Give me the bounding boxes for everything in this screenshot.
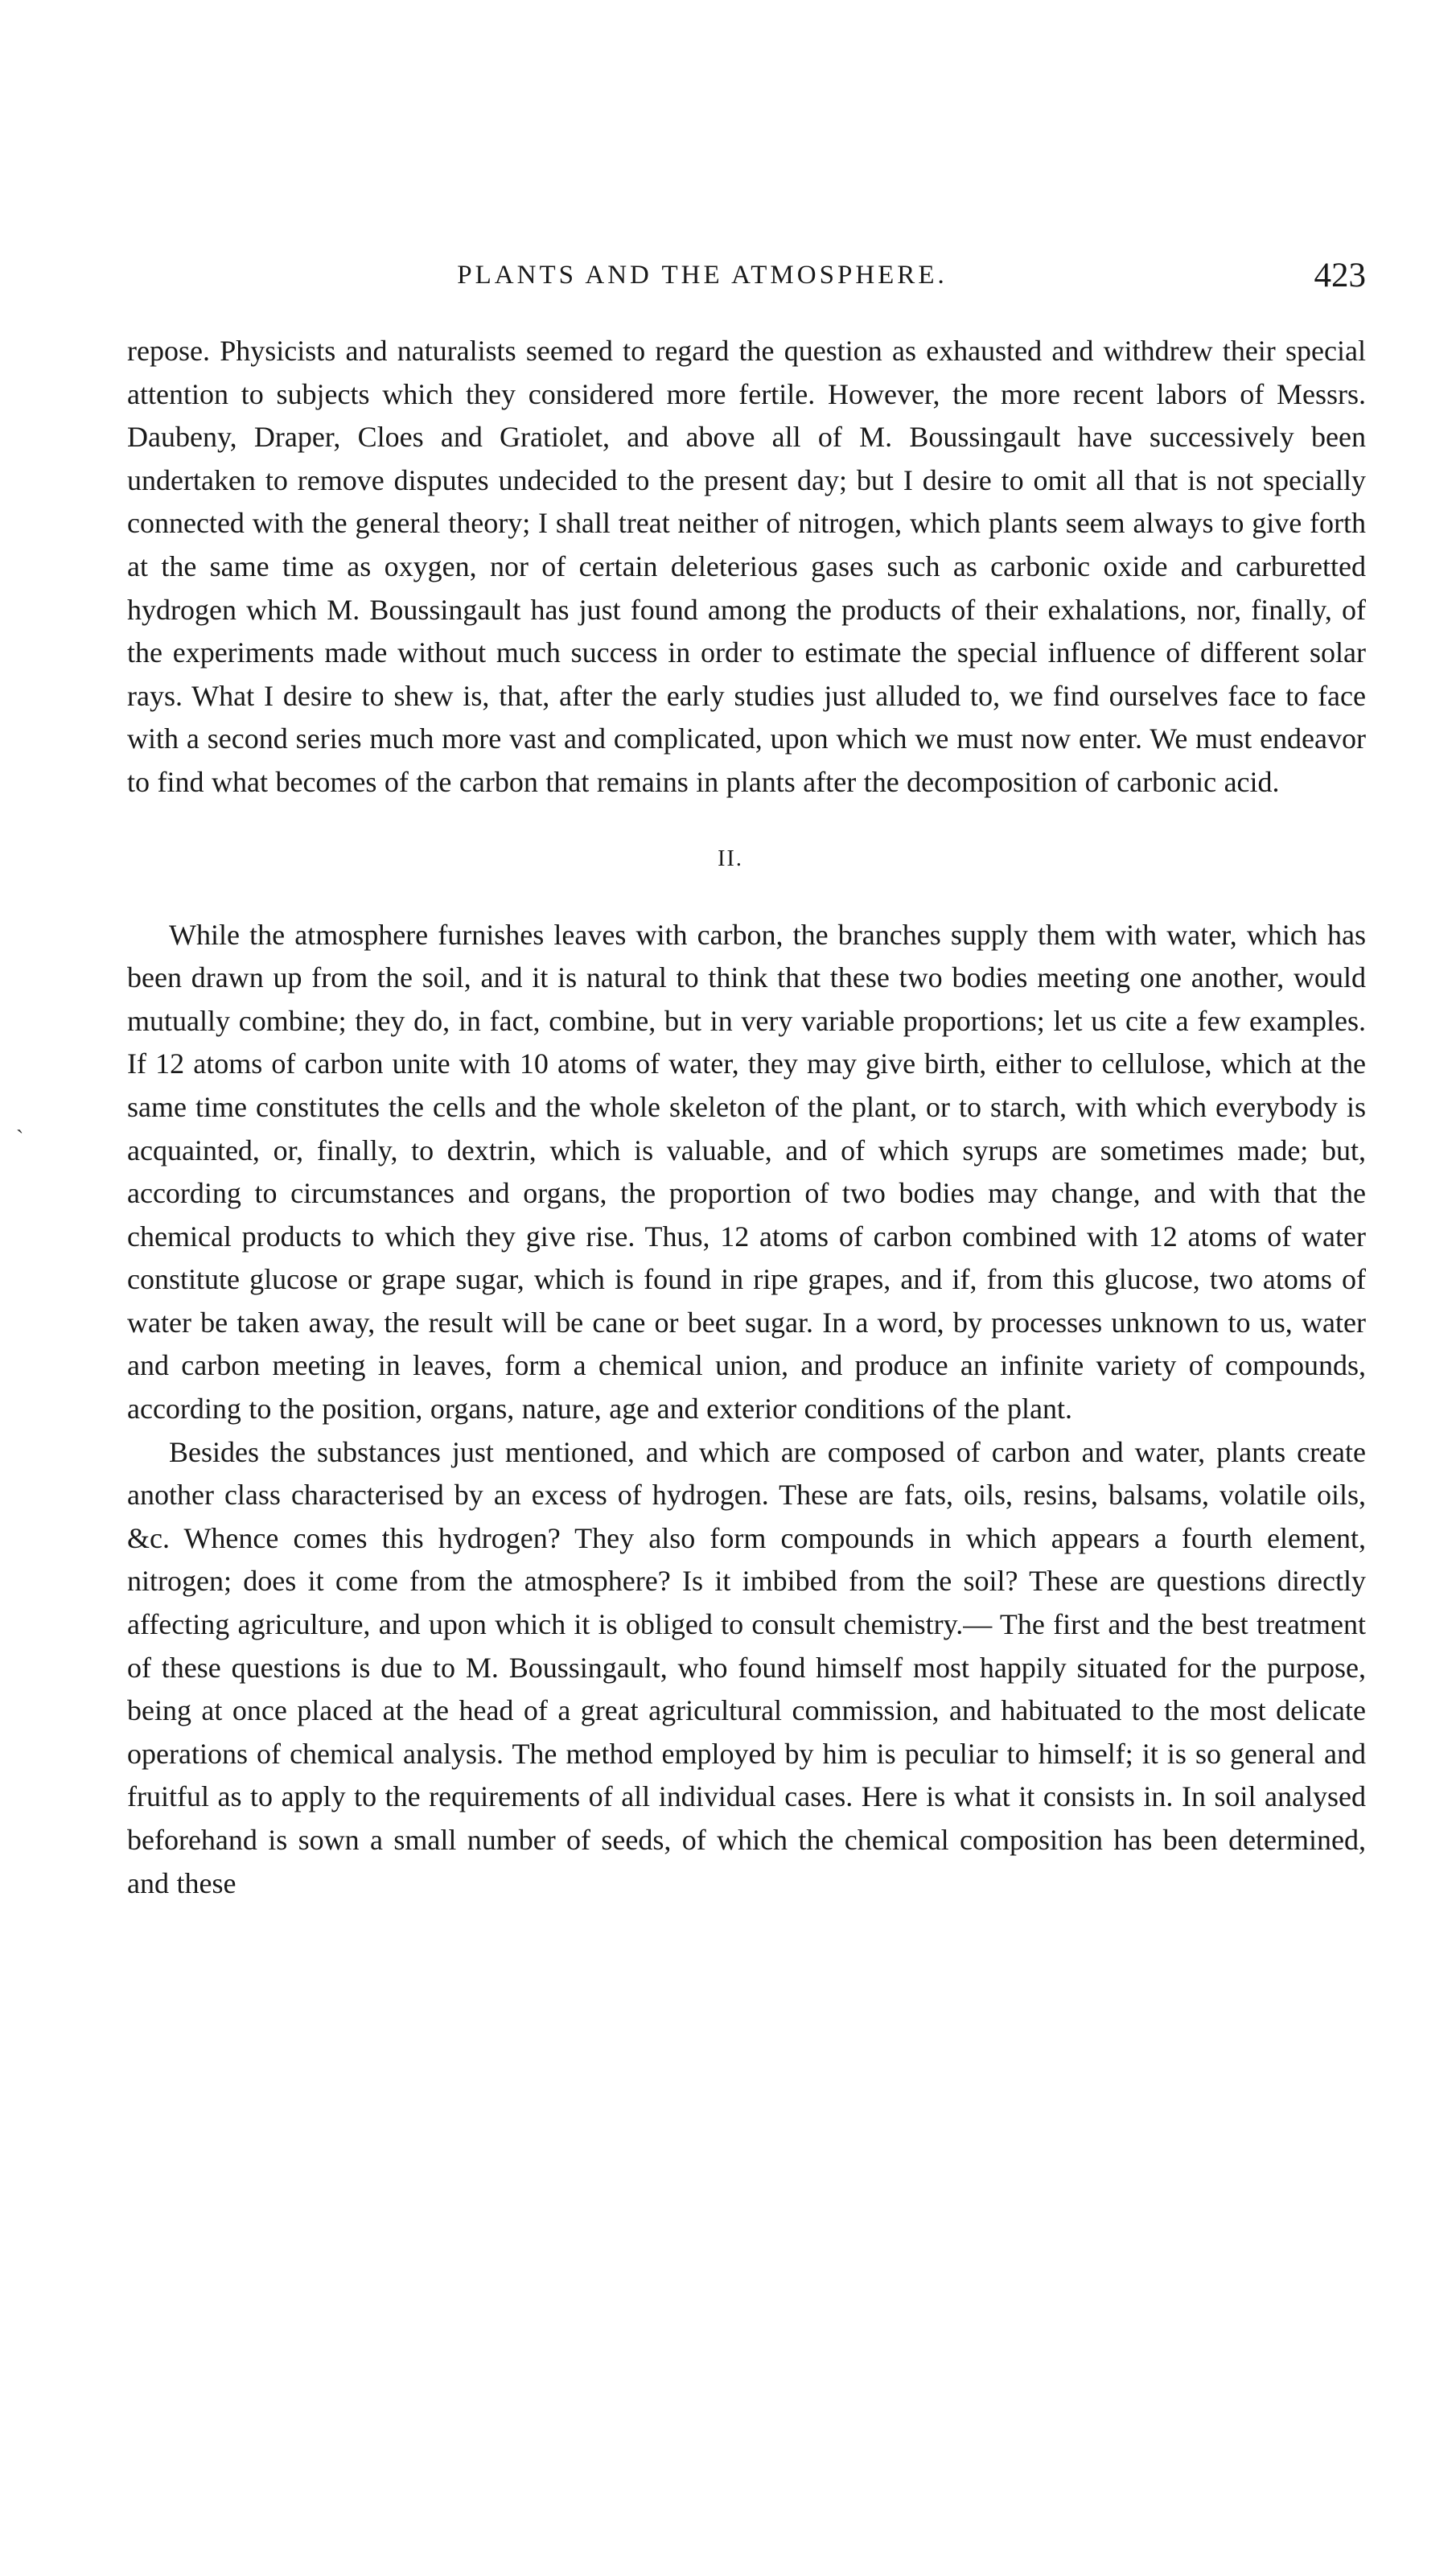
paragraph-hydrogen-nitrogen: Besides the substances just mentioned, and which are composed of carbon and water, plants create another class characterised by an excess of hydrogen. These are fats, oils, resins, balsams, volatile oils, &c. Whence comes this hydrogen? They also form compounds in which appears a fourth element, nitrogen; does it come from the atmosphere? Is it imbibed from the soil? These are questions directly affecting agriculture, and upon which it is obliged to consult chemistry.— The first and the best treatment of these questions is due to M. Boussingault, who found himself most happily situated for the purpose, being at once placed at the head of a great agricultural commission, and habituated to the most delicate operations of chemical analysis. The method employed by him is peculiar to himself; it is so general and fruitful as to apply to the requirements of all individual cases. Here is what it consists in. In soil analysed beforehand is sown a small number of seeds, of which the chemical composition has been determined, and these: [127, 1435, 1366, 1899]
body-text: [127, 330, 1366, 1905]
section-number: II.: [718, 846, 743, 871]
running-head: [127, 256, 1366, 304]
page-number: 423: [1314, 257, 1366, 294]
running-title: PLANTS AND THE ATMOSPHERE.: [457, 261, 948, 290]
margin-mark: `: [16, 1126, 24, 1151]
paragraph-water-carbon: While the atmosphere furnishes leaves with carbon, the branches supply them with water, which has been drawn up from the soil, and it is natural to think that these two bodies meeting one another, would mutually combine; they do, in fact, combine, but in very variable proportions; let us cite a few examples. If 12 atoms of carbon unite with 10 atoms of water, they may give birth, either to cellulose, which at the same time constitutes the cells and the whole skeleton of the plant, or to starch, with which everybody is acquainted, or, finally, to dextrin, which is valuable, and of which syrups are sometimes made; but, according to circumstances and organs, the proportion of two bodies may change, and with that the chemical products to which they give rise. Thus, 12 atoms of carbon combined with 12 atoms of water constitute glucose or grape sugar, which is found in ripe grapes, and if, from this glucose, two atoms of water be taken away, the result will be cane or beet sugar. In a word, by processes unknown to us, water and carbon meeting in leaves, form a chemical union, and produce an infinite variety of compounds, according to the position, organs, nature, age and exterior conditions of the plant.: [127, 918, 1366, 1426]
paragraph-continued: repose. Physicists and naturalists seemed to regard the question as exhausted and withdrew their special attention to subjects which they considered more fertile. However, the more recent labors of Messrs. Daubeny, Draper, Cloes and Gratiolet, and above all of M. Boussingault have successively been undertaken to remove disputes undecided to the present day; but I desire to omit all that is not specially connected with the general theory; I shall treat neither of nitrogen, which plants seem always to give forth at the same time as oxygen, nor of certain deleterious gases such as carbonic oxide and carburetted hydrogen which M. Boussingault has just found among the products of their exhalations, nor, finally, of the experiments made without much success in order to estimate the special influence of different solar rays. What I desire to shew is, that, after the early studies just alluded to, we find ourselves face to face with a second series much more vast and complicated, upon which we must now enter. We must endeavor to find what becomes of the carbon that remains in plants after the decomposition of carbonic acid.: [127, 335, 1366, 798]
